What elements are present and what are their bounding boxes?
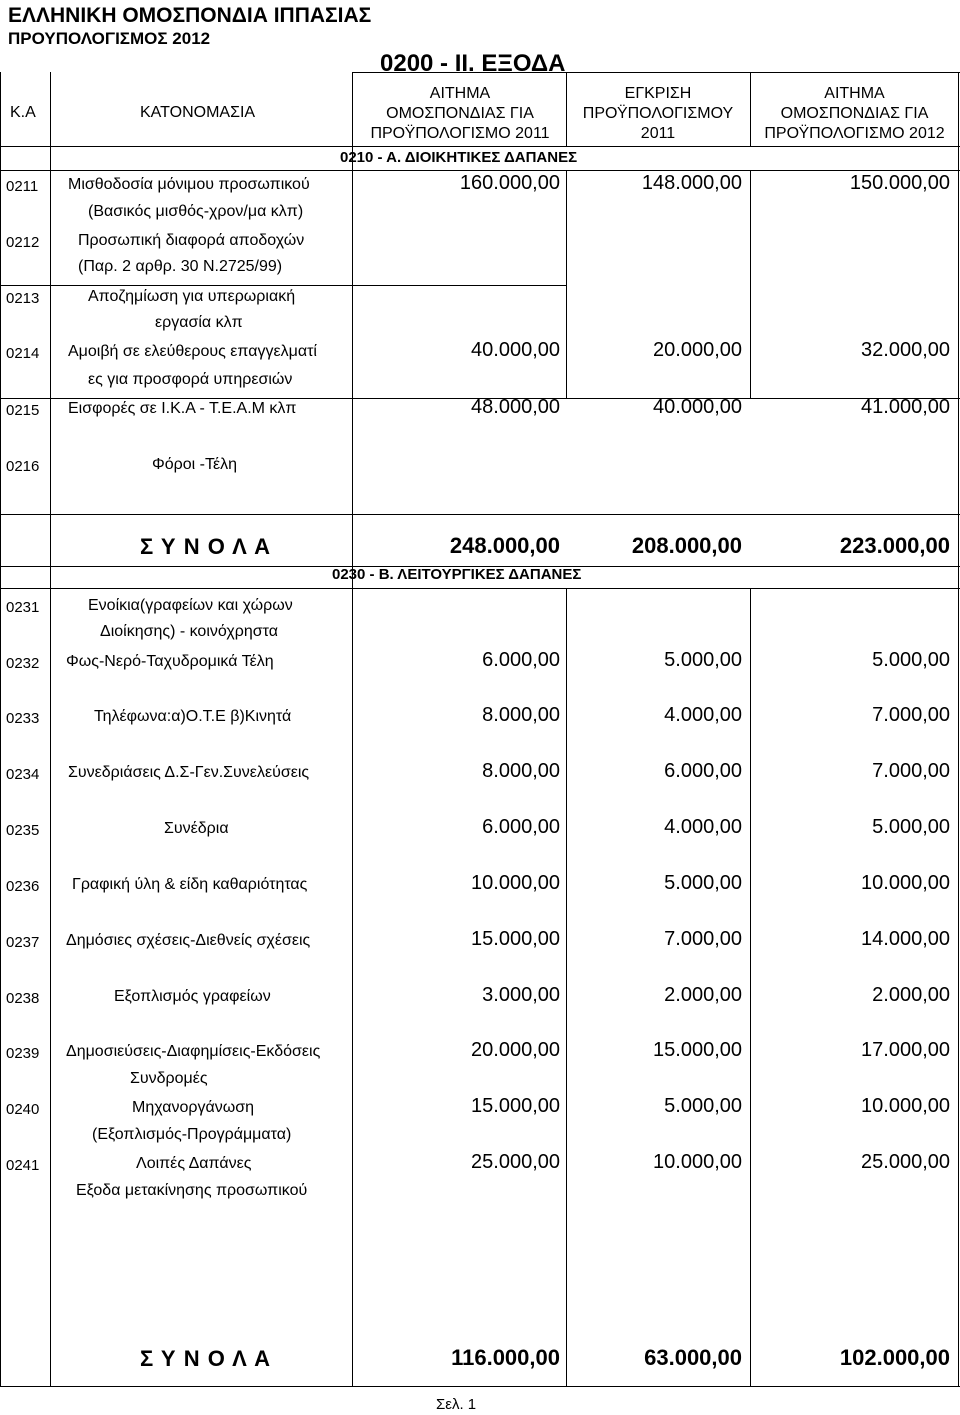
b-label-0241: Λοιπές Δαπάνες <box>136 1155 252 1172</box>
b-v1-0233: 8.000,00 <box>482 704 560 726</box>
b-label-0234: Συνεδριάσεις Δ.Σ-Γεν.Συνελεύσεις <box>68 764 310 781</box>
b-code-0239: 0239 <box>6 1045 40 1062</box>
b-v3-0233: 7.000,00 <box>872 704 950 726</box>
b-v2-0235: 4.000,00 <box>664 816 742 838</box>
grid-vline-6 <box>750 72 751 146</box>
b-v2-0233: 4.000,00 <box>664 704 742 726</box>
header-col3-line2: ΟΜΟΣΠΟΝΔΙΑΣ ΓΙΑ <box>780 105 929 122</box>
header-col-approval-2011 <box>568 84 748 144</box>
grid-vline-8 <box>750 588 751 1386</box>
b-label2-0240: (Εξοπλισμός-Προγράμματα) <box>92 1126 292 1143</box>
b-v3-0240: 10.000,00 <box>861 1095 950 1117</box>
header-ka: Κ.Α <box>10 104 36 121</box>
a-label-0215: Εισφορές σε Ι.Κ.Α - Τ.Ε.Α.Μ κλπ <box>68 400 297 417</box>
a-code-0216: 0216 <box>6 458 40 475</box>
a-v3-0215: 41.000,00 <box>861 396 950 418</box>
total-b-label: Σ Υ Ν Ο Λ Α <box>140 1346 271 1371</box>
b-label2-0231: Διοίκησης) - κοινόχρηστα <box>100 623 278 640</box>
b-v3-0236: 10.000,00 <box>861 872 950 894</box>
section-b-title: 0230 - Β. ΛΕΙΤΟΥΡΓΙΚΕΣ ΔΑΠΑΝΕΣ <box>332 566 582 583</box>
b-v3-0237: 14.000,00 <box>861 928 950 950</box>
b-label-0233: Τηλέφωνα:α)Ο.Τ.Ε β)Κινητά <box>94 708 292 725</box>
section-heading: 0200 - ΙΙ. ΕΞΟΔΑ <box>380 50 566 77</box>
header-col-request-2011 <box>355 84 565 144</box>
b-label-0236: Γραφική ύλη & είδη καθαριότητας <box>72 876 308 893</box>
b-code-0241: 0241 <box>6 1157 40 1174</box>
b-label2-0239: Συνδρομές <box>130 1070 208 1087</box>
grid-vline-3 <box>566 72 567 146</box>
budget-subtitle: ΠΡΟΥΠΟΛΟΓΙΣΜΟΣ 2012 <box>8 29 211 48</box>
grid-vline-4 <box>566 170 567 398</box>
a-v2-0214: 20.000,00 <box>653 339 742 361</box>
b-v1-0240: 15.000,00 <box>471 1095 560 1117</box>
b-code-0238: 0238 <box>6 990 40 1007</box>
a-label-0214: Αμοιβή σε ελεύθερους επαγγελματί <box>68 343 317 360</box>
total-b-v3: 102.000,00 <box>839 1345 950 1370</box>
grid-hline-0 <box>352 72 960 73</box>
total-b-v1: 116.000,00 <box>451 1345 560 1370</box>
grid-hline-2 <box>0 170 960 171</box>
a-label2-0212: (Παρ. 2 αρθρ. 30 Ν.2725/99) <box>78 258 283 275</box>
b-label-0239: Δημοσιεύσεις-Διαφημίσεις-Εκδόσεις <box>66 1043 321 1060</box>
header-col1-line1: ΑΙΤΗΜΑ <box>429 85 491 102</box>
b-v3-0234: 7.000,00 <box>872 760 950 782</box>
b-v1-0237: 15.000,00 <box>471 928 560 950</box>
a-label2-0211: (Βασικός μισθός-χρον/μα κλπ) <box>88 203 304 220</box>
a-v1-0211: 160.000,00 <box>459 172 560 194</box>
grid-vline-5 <box>566 588 567 1386</box>
b-code-0231: 0231 <box>6 599 40 616</box>
b-v2-0238: 2.000,00 <box>664 984 742 1006</box>
b-v1-0236: 10.000,00 <box>471 872 560 894</box>
b-v2-0234: 6.000,00 <box>664 760 742 782</box>
b-v1-0238: 3.000,00 <box>482 984 560 1006</box>
b-v3-0239: 17.000,00 <box>861 1039 950 1061</box>
a-v1-0215: 48.000,00 <box>471 396 560 418</box>
b-label-0231: Ενοίκια(γραφείων και χώρων <box>88 597 293 614</box>
b-code-0236: 0236 <box>6 878 40 895</box>
grid-vline-9 <box>958 72 959 1386</box>
header-col2-line2: ΠΡΟΫΠΟΛΟΓΙΣΜΟΥ <box>582 105 734 122</box>
b-v2-0237: 7.000,00 <box>664 928 742 950</box>
header-col1-line2: ΟΜΟΣΠΟΝΔΙΑΣ ΓΙΑ <box>386 105 534 122</box>
header-col1-line3: ΠΡΟΫΠΟΛΟΓΙΣΜΟ 2011 <box>370 125 550 142</box>
b-v3-0232: 5.000,00 <box>872 649 950 671</box>
a-v1-0214: 40.000,00 <box>471 339 560 361</box>
b-code-0235: 0235 <box>6 822 40 839</box>
header-col3-line3: ΠΡΟΫΠΟΛΟΓΙΣΜΟ 2012 <box>764 125 945 142</box>
b-code-0233: 0233 <box>6 710 40 727</box>
header-col2-line3: 2011 <box>640 125 676 142</box>
a-code-0213: 0213 <box>6 290 40 307</box>
grid-vline-0 <box>0 72 1 1386</box>
a-label2-0214: ες για προσφορά υπηρεσιών <box>88 371 293 388</box>
section-a-title: 0210 - Α. ΔΙΟΙΚΗΤΙΚΕΣ ΔΑΠΑΝΕΣ <box>340 149 578 166</box>
header-col3-line1: ΑΙΤΗΜΑ <box>824 85 885 102</box>
b-v1-0241: 25.000,00 <box>471 1151 560 1173</box>
b-label-0237: Δημόσιες σχέσεις-Διεθνείς σχέσεις <box>66 932 311 949</box>
page-number: Σελ. 1 <box>436 1396 477 1413</box>
a-code-0211: 0211 <box>6 178 39 195</box>
grid-hline-1 <box>0 146 960 147</box>
a-v2-0215: 40.000,00 <box>653 396 742 418</box>
a-label2-0213: εργασία κλπ <box>155 314 243 331</box>
total-a-v2: 208.000,00 <box>631 533 742 558</box>
b-label-0240: Μηχανοργάνωση <box>132 1099 254 1116</box>
b-v1-0232: 6.000,00 <box>482 649 560 671</box>
b-label2-0241: Εξοδα μετακίνησης προσωπικού <box>76 1182 308 1199</box>
b-v1-0235: 6.000,00 <box>482 816 560 838</box>
b-code-0232: 0232 <box>6 655 40 672</box>
grid-hline-6 <box>0 566 960 567</box>
b-v3-0241: 25.000,00 <box>861 1151 950 1173</box>
grid-hline-5 <box>0 514 960 515</box>
a-v2-0211: 148.000,00 <box>641 172 742 194</box>
b-code-0237: 0237 <box>6 934 40 951</box>
b-label-0232: Φως-Νερό-Ταχυδρομικά Τέλη <box>66 653 274 670</box>
grid-hline-3 <box>0 285 566 286</box>
b-v3-0238: 2.000,00 <box>872 984 950 1006</box>
grid-vline-1 <box>50 72 51 1386</box>
b-v2-0241: 10.000,00 <box>653 1151 742 1173</box>
b-v1-0234: 8.000,00 <box>482 760 560 782</box>
b-v1-0239: 20.000,00 <box>471 1039 560 1061</box>
b-v2-0236: 5.000,00 <box>664 872 742 894</box>
b-v2-0239: 15.000,00 <box>653 1039 742 1061</box>
header-name: ΚΑΤΟΝΟΜΑΣΙΑ <box>140 104 256 121</box>
total-a-v3: 223.000,00 <box>839 533 950 558</box>
total-a-v1: 248.000,00 <box>449 533 560 558</box>
a-code-0215: 0215 <box>6 402 40 419</box>
a-code-0212: 0212 <box>6 234 40 251</box>
total-b-v2: 63.000,00 <box>644 1345 742 1370</box>
grid-vline-2 <box>352 72 353 1386</box>
b-code-0234: 0234 <box>6 766 40 783</box>
b-v3-0235: 5.000,00 <box>872 816 950 838</box>
a-label-0211: Μισθοδοσία μόνιμου προσωπικού <box>68 176 310 193</box>
a-v3-0214: 32.000,00 <box>861 339 950 361</box>
grid-hline-7 <box>0 588 960 589</box>
a-label-0213: Αποζημίωση για υπερωριακή <box>88 288 296 305</box>
header-col2-line1: ΕΓΚΡΙΣΗ <box>624 85 692 102</box>
b-code-0240: 0240 <box>6 1101 40 1118</box>
b-v2-0240: 5.000,00 <box>664 1095 742 1117</box>
b-v2-0232: 5.000,00 <box>664 649 742 671</box>
a-v3-0211: 150.000,00 <box>849 172 950 194</box>
b-label-0238: Εξοπλισμός γραφείων <box>114 988 271 1005</box>
grid-vline-7 <box>750 170 751 398</box>
a-label-0216: Φόροι -Τέλη <box>152 456 238 473</box>
b-label-0235: Συνέδρια <box>164 820 229 837</box>
header-col-request-2012 <box>752 84 957 144</box>
grid-hline-8 <box>0 1386 960 1387</box>
a-label-0212: Προσωπική διαφορά αποδοχών <box>78 232 305 249</box>
a-code-0214: 0214 <box>6 345 40 362</box>
org-title: ΕΛΛΗΝΙΚΗ ΟΜΟΣΠΟΝΔΙΑ ΙΠΠΑΣΙΑΣ <box>8 4 372 27</box>
total-a-label: Σ Υ Ν Ο Λ Α <box>140 534 271 559</box>
